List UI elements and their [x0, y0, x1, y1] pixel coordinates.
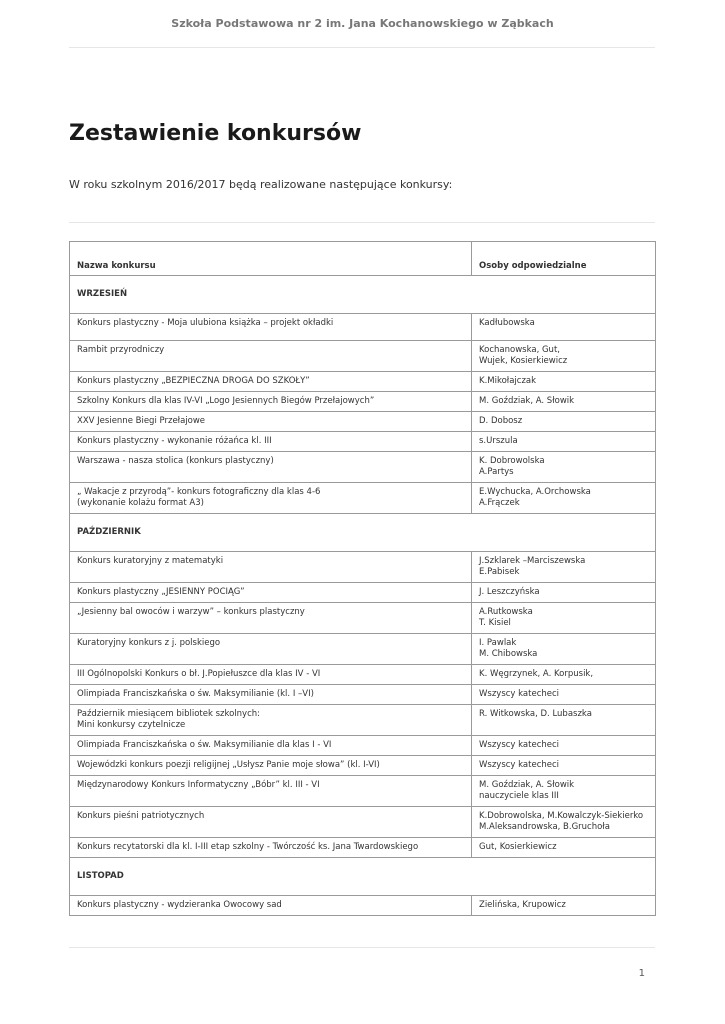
contest-table [69, 241, 656, 916]
table-row [70, 776, 656, 807]
column-header-contest: Nazwa konkursu [70, 242, 472, 276]
contest-name: XXV Jesienne Biegi Przełajowe [70, 412, 472, 432]
responsible-people: J. Leszczyńska [472, 583, 656, 603]
contest-name: III Ogólnopolski Konkurs o bł. J.Popiełuszce dla klas IV - VI [70, 665, 472, 685]
page-number: 1 [638, 968, 645, 979]
header-divider [69, 47, 655, 48]
table-row [70, 736, 656, 756]
responsible-people: R. Witkowska, D. Lubaszka [472, 705, 656, 736]
responsible-people: Wszyscy katecheci [472, 736, 656, 756]
table-row [70, 392, 656, 412]
table-row [70, 896, 656, 916]
table-row [70, 756, 656, 776]
contest-name: Konkurs plastyczny „JESIENNY POCIĄG” [70, 583, 472, 603]
contest-name: Konkurs kuratoryjny z matematyki [70, 552, 472, 583]
responsible-people: K.Dobrowolska, M.Kowalczyk-Siekierko M.Aleksandrowska, B.Gruchoła [472, 807, 656, 838]
column-header-people: Osoby odpowiedzialne [472, 242, 656, 276]
responsible-people: Wszyscy katecheci [472, 685, 656, 705]
responsible-people: M. Goździak, A. Słowik [472, 392, 656, 412]
contest-name: Konkurs plastyczny - wydzieranka Owocowy sad [70, 896, 472, 916]
contest-name: Szkolny Konkurs dla klas IV-VI „Logo Jesiennych Biegów Przełajowych” [70, 392, 472, 412]
month-label: LISTOPAD [70, 858, 656, 896]
contest-name: Rambit przyrodniczy [70, 341, 472, 372]
responsible-people: Zielińska, Krupowicz [472, 896, 656, 916]
contest-name: Konkurs plastyczny - wykonanie różańca kl. III [70, 432, 472, 452]
month-label: WRZESIEŃ [70, 276, 656, 314]
table-row [70, 807, 656, 838]
contest-name: Międzynarodowy Konkurs Informatyczny „Bóbr” kl. III - VI [70, 776, 472, 807]
responsible-people: Wszyscy katecheci [472, 756, 656, 776]
contest-name: Kuratoryjny konkurs z j. polskiego [70, 634, 472, 665]
responsible-people: M. Goździak, A. Słowik nauczyciele klas III [472, 776, 656, 807]
table-row [70, 705, 656, 736]
responsible-people: s.Urszula [472, 432, 656, 452]
responsible-people: Kadłubowska [472, 314, 656, 341]
responsible-people: K.Mikołajczak [472, 372, 656, 392]
intro-text: W roku szkolnym 2016/2017 będą realizowane następujące konkursy: [69, 178, 453, 191]
school-header: Szkoła Podstawowa nr 2 im. Jana Kochanowskiego w Ząbkach [171, 17, 554, 30]
contest-name: Konkurs pieśni patriotycznych [70, 807, 472, 838]
contest-name: „ Wakacje z przyrodą”- konkurs fotograficzny dla klas 4-6 (wykonanie kolażu format A3) [70, 483, 472, 514]
month-row [70, 514, 656, 552]
table-row [70, 341, 656, 372]
contest-name: „Jesienny bal owoców i warzyw” – konkurs plastyczny [70, 603, 472, 634]
month-row [70, 276, 656, 314]
table-row [70, 483, 656, 514]
table-row [70, 372, 656, 392]
table-row [70, 603, 656, 634]
contest-name: Październik miesiącem bibliotek szkolnych: Mini konkursy czytelnicze [70, 705, 472, 736]
contest-name: Olimpiada Franciszkańska o św. Maksymilianie dla klas I - VI [70, 736, 472, 756]
table-row [70, 314, 656, 341]
table-row [70, 432, 656, 452]
contest-name: Konkurs plastyczny - Moja ulubiona książka – projekt okładki [70, 314, 472, 341]
responsible-people: Kochanowska, Gut, Wujek, Kosierkiewicz [472, 341, 656, 372]
responsible-people: I. Pawlak M. Chibowska [472, 634, 656, 665]
contest-name: Olimpiada Franciszkańska o św. Maksymilianie (kl. I –VI) [70, 685, 472, 705]
contest-name: Konkurs plastyczny „BEZPIECZNA DROGA DO SZKOŁY” [70, 372, 472, 392]
table-row [70, 685, 656, 705]
responsible-people: A.Rutkowska T. Kisiel [472, 603, 656, 634]
footer-divider [69, 947, 655, 948]
table-row [70, 412, 656, 432]
table-row [70, 634, 656, 665]
table-row [70, 665, 656, 685]
responsible-people: K. Węgrzynek, A. Korpusik, [472, 665, 656, 685]
responsible-people: D. Dobosz [472, 412, 656, 432]
responsible-people: E.Wychucka, A.Orchowska A.Frączek [472, 483, 656, 514]
contest-name: Warszawa - nasza stolica (konkurs plastyczny) [70, 452, 472, 483]
table-row [70, 838, 656, 858]
table-row [70, 552, 656, 583]
month-label: PAŹDZIERNIK [70, 514, 656, 552]
responsible-people: Gut, Kosierkiewicz [472, 838, 656, 858]
month-row [70, 858, 656, 896]
table-header-row [70, 242, 656, 276]
intro-divider [69, 222, 655, 223]
table-row [70, 452, 656, 483]
responsible-people: K. Dobrowolska A.Partys [472, 452, 656, 483]
table-row [70, 583, 656, 603]
responsible-people: J.Szklarek –Marciszewska E.Pabisek [472, 552, 656, 583]
page-title: Zestawienie konkursów [69, 121, 362, 146]
contest-name: Konkurs recytatorski dla kl. I-III etap szkolny - Twórczość ks. Jana Twardowskiego [70, 838, 472, 858]
contest-name: Wojewódzki konkurs poezji religijnej „Usłysz Panie moje słowa” (kl. I-VI) [70, 756, 472, 776]
